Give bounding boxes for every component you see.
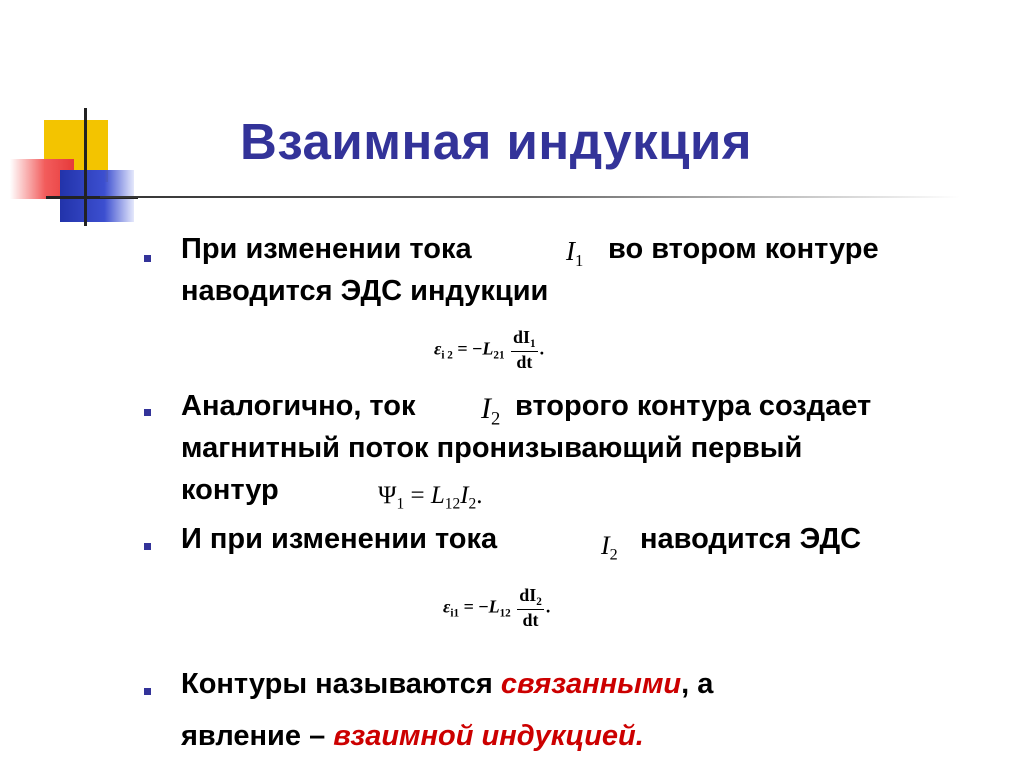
formula-I2: $I_2$	[481, 392, 501, 430]
title-divider	[100, 196, 960, 198]
formula-flux: $\Psi_1 = L_{12}I_2$.	[378, 482, 483, 513]
bullet-marker	[144, 688, 151, 695]
logo-vertical-line	[84, 108, 87, 226]
accent-mutual-induction: взаимной индукцией.	[333, 720, 644, 752]
formula-I1: $I_1$	[566, 236, 584, 270]
bullet-2-line-3: контур	[181, 474, 279, 506]
formula-I2-second: $I_2$	[601, 531, 618, 564]
formula-emf-i2: $\varepsilon_{i 2} = -L_{21}$ $\frac{dI_1}{dt}$ .	[434, 327, 545, 373]
bullet-4-line-2	[181, 720, 644, 753]
bullet-marker	[144, 255, 151, 262]
bullet-2-line-1b: второго контура создает	[515, 390, 872, 422]
bullet-4-text-a: Контуры называются	[181, 668, 493, 700]
formula-emf-i1: $\varepsilon_{i1} = -L_{12}$ $\frac{dI_2}{dt}$ .	[443, 585, 551, 631]
bullet-2-line-1	[181, 390, 415, 423]
bullet-3-line-1b: наводится ЭДС	[640, 523, 862, 555]
bullet-4-line-1	[181, 668, 713, 701]
bullet-2-line-2: магнитный поток пронизывающий первый	[181, 432, 803, 464]
bullet-1-text-b: во втором контуре	[608, 233, 879, 265]
bullet-1-line-1b	[608, 233, 879, 266]
bullet-marker	[144, 543, 151, 550]
bullet-4-text-c: явление –	[181, 720, 326, 752]
bullet-3-line-1: И при изменении тока	[181, 523, 498, 555]
bullet-1-line-1	[181, 233, 472, 266]
bullet-1-line-2: наводится ЭДС индукции	[181, 275, 549, 307]
bullet-4-text-b: , а	[681, 668, 714, 700]
bullet-2-text-a: Аналогично, ток	[181, 390, 416, 422]
bullet-marker	[144, 409, 151, 416]
accent-connected: связанными	[500, 668, 682, 700]
slide-title: Взаимная индукция	[240, 113, 753, 170]
bullet-1-text-a: При изменении тока	[181, 233, 472, 265]
slide-logo	[0, 0, 140, 240]
